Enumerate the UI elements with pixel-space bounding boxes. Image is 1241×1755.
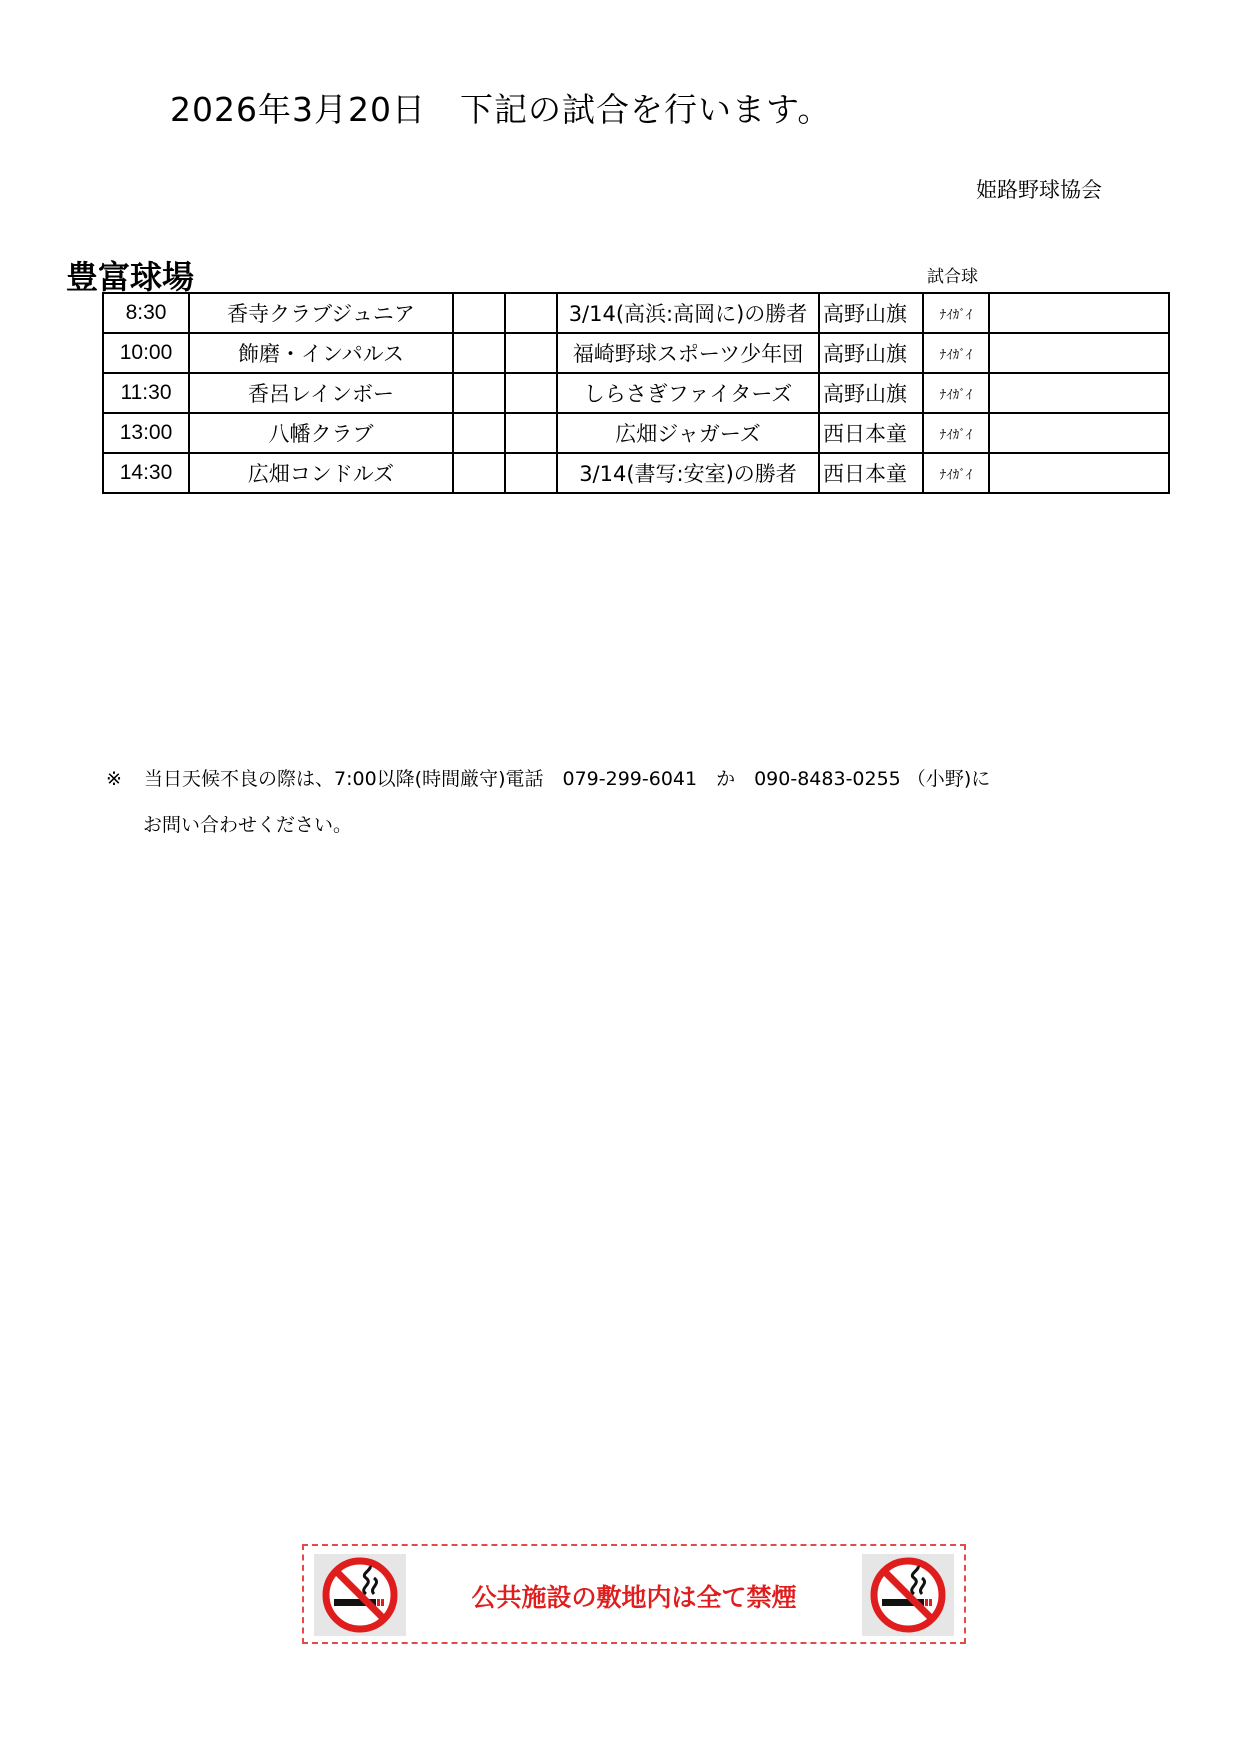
empty-cell [989,333,1169,373]
empty-cell [453,453,505,493]
ball-brand: ﾅｲｶﾞｲ [923,293,989,333]
empty-cell [989,293,1169,333]
match-time: 8:30 [103,293,189,333]
table-row [103,413,1169,453]
ball-brand: ﾅｲｶﾞｲ [923,453,989,493]
ball-brand: ﾅｲｶﾞｲ [923,413,989,453]
away-team: 3/14(書写:安室)の勝者 [557,453,819,493]
match-time: 10:00 [103,333,189,373]
home-team: 八幡クラブ [189,413,453,453]
table-row [103,453,1169,493]
tournament-name: 高野山旗 [819,373,923,413]
empty-cell [989,453,1169,493]
empty-cell [453,373,505,413]
tournament-name: 西日本童 [819,413,923,453]
ball-brand: ﾅｲｶﾞｲ [923,333,989,373]
empty-cell [453,293,505,333]
tournament-name: 高野山旗 [819,333,923,373]
venue-name: 豊富球場 [66,258,195,296]
away-team: しらさぎファイターズ [557,373,819,413]
away-team: 広畑ジャガーズ [557,413,819,453]
away-team: 福崎野球スポーツ少年団 [557,333,819,373]
table-row [103,293,1169,333]
match-time: 11:30 [103,373,189,413]
notice-line-1: 当日天候不良の際は、7:00以降(時間厳守)電話 079-299-6041 か 090-8483-0255 （小野)に [144,768,991,790]
empty-cell [453,333,505,373]
empty-cell [505,413,557,453]
tournament-name: 西日本童 [819,453,923,493]
table-row [103,333,1169,373]
table-row [103,373,1169,413]
home-team: 飾磨・インパルス [189,333,453,373]
weather-notice [106,764,990,791]
home-team: 広畑コンドルズ [189,453,453,493]
empty-cell [453,413,505,453]
reference-mark: ※ [106,768,122,790]
away-team: 3/14(高浜:高岡に)の勝者 [557,293,819,333]
notice-line-2: お問い合わせください。 [143,814,353,836]
page-title: 2026年3月20日 下記の試合を行います。 [170,90,832,129]
ball-brand: ﾅｲｶﾞｲ [923,373,989,413]
match-time: 14:30 [103,453,189,493]
schedule-table [102,292,1170,494]
empty-cell [505,333,557,373]
no-smoking-icon [862,1554,954,1636]
home-team: 香呂レインボー [189,373,453,413]
match-time: 13:00 [103,413,189,453]
home-team: 香寺クラブジュニア [189,293,453,333]
ball-column-header: 試合球 [927,267,978,287]
empty-cell [505,373,557,413]
empty-cell [505,293,557,333]
empty-cell [505,453,557,493]
tournament-name: 高野山旗 [819,293,923,333]
empty-cell [989,413,1169,453]
organizer-name: 姫路野球協会 [976,178,1102,202]
no-smoking-text: 公共施設の敷地内は全て禁煙 [471,1583,797,1612]
no-smoking-banner [302,1544,966,1644]
empty-cell [989,373,1169,413]
